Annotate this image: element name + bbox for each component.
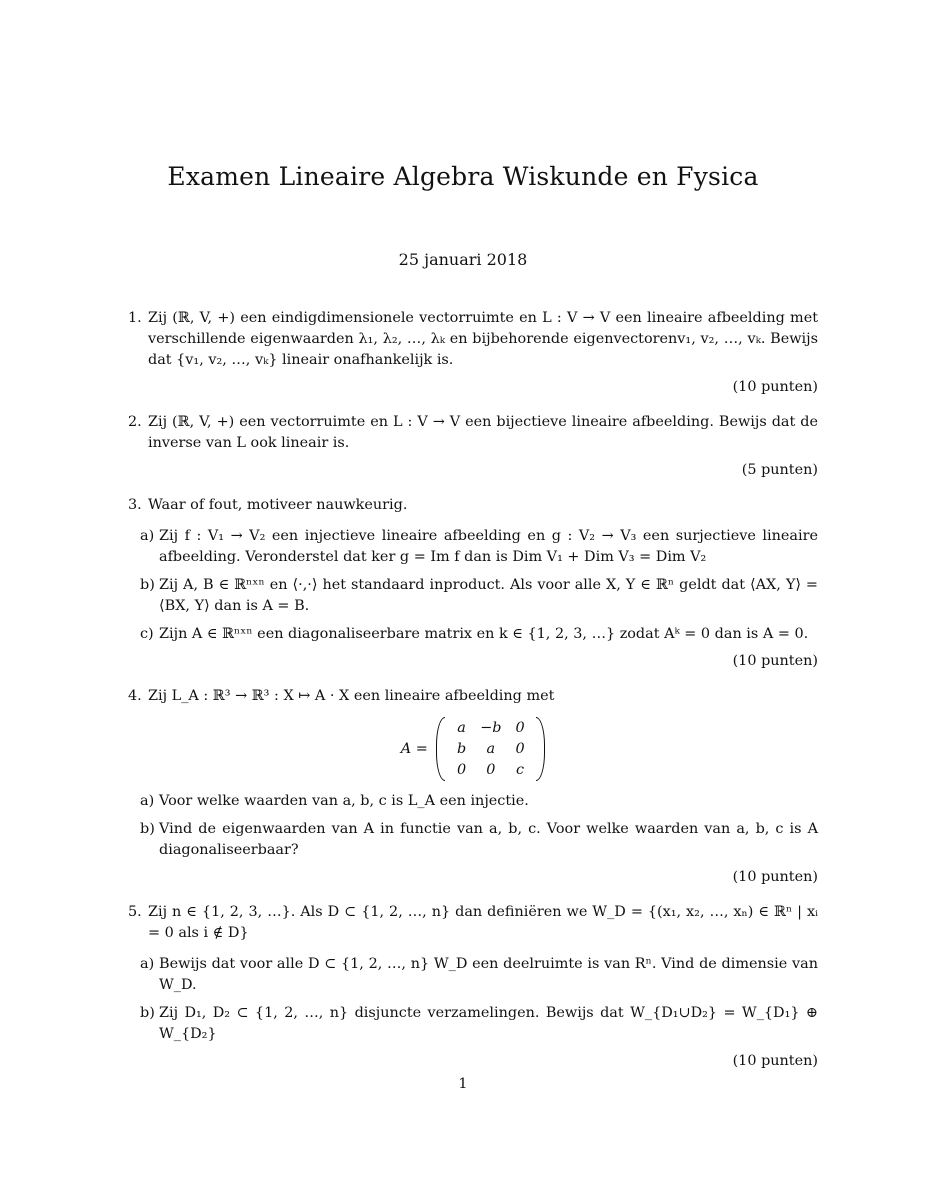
question-2 <box>128 412 818 454</box>
subquestion <box>128 819 818 861</box>
question-4 <box>128 686 818 707</box>
subquestion-text: Bewijs dat voor alle D ⊂ {1, 2, …, n} W_D een deelruimte is van Rⁿ. Vind de dimensie van W_D. <box>159 956 818 993</box>
question-points: (10 punten) <box>732 1053 818 1069</box>
subquestion-label: b) <box>140 577 155 593</box>
subquestion-text: Zij A, B ∈ ℝⁿˣⁿ en ⟨·,·⟩ het standaard inproduct. Als voor alle X, Y ∈ ℝⁿ geldt dat ⟨AX, Y⟩ = ⟨BX, Y⟩ dan is A = B. <box>159 577 818 614</box>
subquestion-list <box>128 526 818 645</box>
subquestion-text: Vind de eigenwaarden van A in functie van a, b, c. Voor welke waarden van a, b, c is A diagonaliseerbaar? <box>159 821 818 858</box>
subquestion-text: Voor welke waarden van a, b, c is L_A een injectie. <box>159 793 529 809</box>
matrix-equation <box>128 717 818 781</box>
question-text: Zij n ∈ {1, 2, 3, …}. Als D ⊂ {1, 2, …, n} dan definiëren we W_D = {(x₁, x₂, …, xₙ) ∈ ℝⁿ | xᵢ = 0 als i ∉ D} <box>148 904 818 941</box>
exam-date: 25 januari 2018 <box>398 250 528 269</box>
matrix-cell: 0 <box>457 761 467 778</box>
question-points: (5 punten) <box>741 462 818 478</box>
matrix-cell: a <box>457 719 466 736</box>
subquestion-list <box>128 791 818 861</box>
matrix-cell: c <box>516 761 525 778</box>
question-list <box>128 308 818 1072</box>
subquestion <box>128 575 818 617</box>
question-number: 2. <box>128 414 142 430</box>
subquestion-text: Zijn A ∈ ℝⁿˣⁿ een diagonaliseerbare matrix en k ∈ {1, 2, 3, …} zodat Aᵏ = 0 dan is A = 0. <box>159 626 809 642</box>
matrix-cell: b <box>456 740 467 757</box>
question-points: (10 punten) <box>732 653 818 669</box>
question-text: Waar of fout, motiveer nauwkeurig. <box>148 497 408 513</box>
matrix-label: A = <box>400 740 428 757</box>
subquestion <box>128 624 818 645</box>
subquestion-label: a) <box>140 793 155 809</box>
question-points: (10 punten) <box>732 379 818 395</box>
subquestion-text: Zij f : V₁ → V₂ een injectieve lineaire afbeelding en g : V₂ → V₃ een surjectieve lineaire afbeelding. Veronderstel dat ker g = Im f dan is Dim V₁ + Dim V₃ = Dim V₂ <box>159 528 818 565</box>
subquestion-text: Zij D₁, D₂ ⊂ {1, 2, …, n} disjuncte verzamelingen. Bewijs dat W_{D₁∪D₂} = W_{D₁} ⊕ W_{D₂} <box>159 1005 818 1042</box>
question-points: (10 punten) <box>732 869 818 885</box>
matrix-cell: 0 <box>515 719 525 736</box>
question-text: Zij L_A : ℝ³ → ℝ³ : X ↦ A · X een lineaire afbeelding met <box>148 688 555 704</box>
question-5 <box>128 902 818 944</box>
left-paren <box>436 717 445 781</box>
subquestion-label: a) <box>140 956 155 972</box>
matrix <box>450 718 532 781</box>
subquestion-label: b) <box>140 1005 155 1021</box>
question-number: 3. <box>128 497 142 513</box>
subquestion-label: b) <box>140 821 155 837</box>
question-number: 1. <box>128 310 142 326</box>
subquestion <box>128 1003 818 1045</box>
question-text: Zij (ℝ, V, +) een eindigdimensionele vectorruimte en L : V → V een lineaire afbeelding met verschillende eigenwaarden λ₁, λ₂, …, λₖ en bijbehorende eigenvectorenv₁, v₂, …, vₖ. Bewijs dat {v₁, v₂, …, vₖ} lineair onafhankelijk is. <box>148 310 818 368</box>
question-number: 4. <box>128 688 142 704</box>
subquestion <box>128 791 818 812</box>
question-number: 5. <box>128 904 142 920</box>
matrix-cell: a <box>486 740 496 757</box>
page-number: 1 <box>458 1076 468 1092</box>
subquestion-label: c) <box>140 626 154 642</box>
page-title: Examen Lineaire Algebra Wiskunde en Fysica <box>167 162 759 191</box>
question-text: Zij (ℝ, V, +) een vectorruimte en L : V → V een bijectieve lineaire afbeelding. Bewijs dat de inverse van L ook lineair is. <box>148 414 818 451</box>
right-paren <box>536 717 545 781</box>
subquestion-list <box>128 954 818 1045</box>
question-3 <box>128 495 818 516</box>
subquestion <box>128 526 818 568</box>
question-1 <box>128 308 818 371</box>
matrix-cell: 0 <box>515 740 525 757</box>
matrix-cell: −b <box>480 719 502 736</box>
subquestion <box>128 954 818 996</box>
matrix-cell: 0 <box>486 761 496 778</box>
subquestion-label: a) <box>140 528 155 544</box>
